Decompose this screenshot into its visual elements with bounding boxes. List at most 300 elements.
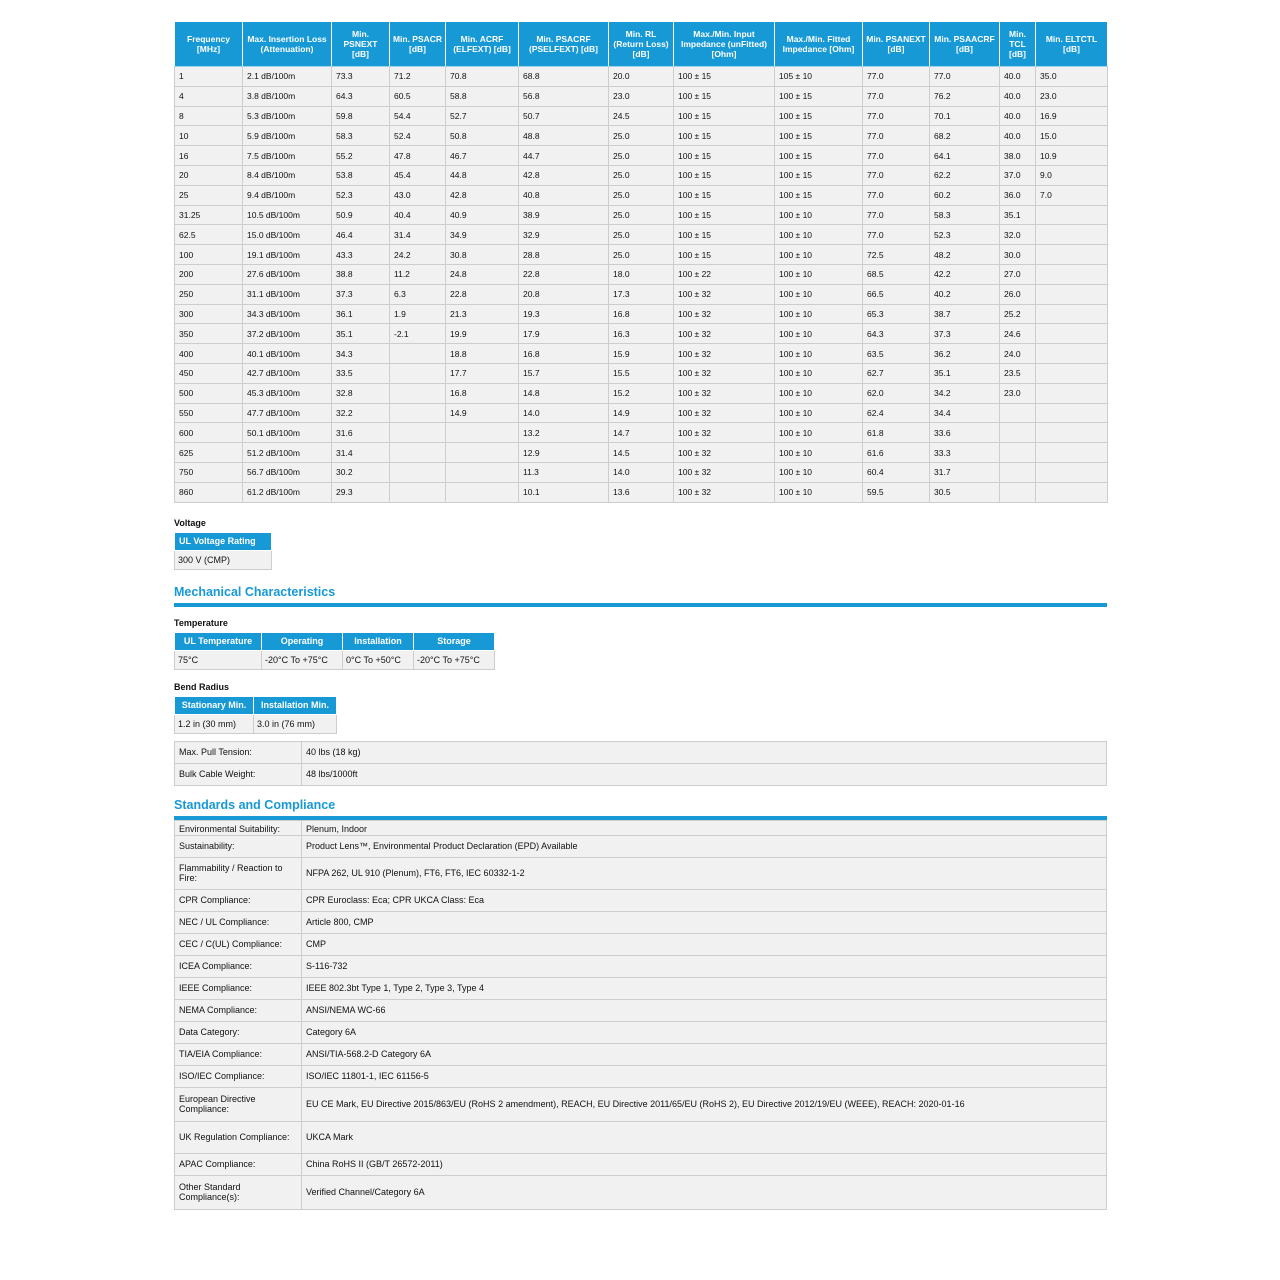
table-cell: 16.8 — [609, 304, 674, 324]
table-cell: 33.5 — [332, 363, 390, 383]
table-cell: 77.0 — [863, 185, 930, 205]
table-cell: 100 ± 32 — [674, 363, 775, 383]
standards-value: Verified Channel/Category 6A — [302, 1175, 1107, 1209]
table-cell: 100 ± 10 — [775, 403, 863, 423]
electrical-col-header: Min. PSAACRF [dB] — [930, 22, 1000, 67]
standards-label: UK Regulation Compliance: — [175, 1121, 302, 1153]
table-cell: 100 — [175, 245, 243, 265]
table-cell: 77.0 — [863, 106, 930, 126]
table-cell: 77.0 — [863, 165, 930, 185]
table-cell: 100 ± 15 — [674, 126, 775, 146]
table-row — [175, 264, 1108, 284]
table-cell: 23.0 — [1000, 383, 1036, 403]
table-cell: 42.8 — [446, 185, 519, 205]
table-cell: 250 — [175, 284, 243, 304]
table-cell: 100 ± 22 — [674, 264, 775, 284]
standards-row — [175, 1065, 1107, 1087]
table-cell: 52.3 — [930, 225, 1000, 245]
table-cell: 55.2 — [332, 146, 390, 166]
table-cell: 63.5 — [863, 344, 930, 364]
table-cell: 12.9 — [519, 443, 609, 463]
standards-value: NFPA 262, UL 910 (Plenum), FT6, FT6, IEC 60332-1-2 — [302, 857, 1107, 889]
table-cell: 77.0 — [863, 205, 930, 225]
table-cell: 5.3 dB/100m — [243, 106, 332, 126]
electrical-col-header: Max./Min. Fitted Impedance [Ohm] — [775, 22, 863, 67]
table-cell — [1036, 383, 1108, 403]
table-row — [175, 383, 1108, 403]
table-cell: 100 ± 10 — [775, 205, 863, 225]
table-cell: 72.5 — [863, 245, 930, 265]
table-row — [175, 324, 1108, 344]
table-cell: 40.0 — [1000, 106, 1036, 126]
table-cell: 35.1 — [930, 363, 1000, 383]
table-cell: 66.5 — [863, 284, 930, 304]
table-cell — [390, 383, 446, 403]
table-cell: 42.8 — [519, 165, 609, 185]
table-cell: 44.8 — [446, 165, 519, 185]
electrical-col-header: Frequency [MHz] — [175, 22, 243, 67]
standards-table — [174, 820, 1107, 1210]
electrical-table-header — [175, 22, 1108, 67]
table-cell: 16.3 — [609, 324, 674, 344]
table-cell: 6.3 — [390, 284, 446, 304]
table-row — [175, 185, 1108, 205]
table-cell: 37.2 dB/100m — [243, 324, 332, 344]
table-cell: 23.0 — [1036, 86, 1108, 106]
table-cell: 60.2 — [930, 185, 1000, 205]
table-cell: 65.3 — [863, 304, 930, 324]
table-cell: 19.9 — [446, 324, 519, 344]
standards-row — [175, 977, 1107, 999]
table-cell: 14.9 — [609, 403, 674, 423]
table-cell: 64.1 — [930, 146, 1000, 166]
standards-value: ANSI/TIA-568.2-D Category 6A — [302, 1043, 1107, 1065]
table-cell: 31.6 — [332, 423, 390, 443]
table-cell: 35.1 — [1000, 205, 1036, 225]
table-cell: 9.0 — [1036, 165, 1108, 185]
table-cell: 33.6 — [930, 423, 1000, 443]
table-cell: 58.3 — [332, 126, 390, 146]
standards-row — [175, 1175, 1107, 1209]
table-row — [175, 245, 1108, 265]
table-cell: 17.3 — [609, 284, 674, 304]
table-cell: 16.9 — [1036, 106, 1108, 126]
table-cell: 23.0 — [609, 86, 674, 106]
table-cell: 30.5 — [930, 482, 1000, 502]
table-cell: 40.1 dB/100m — [243, 344, 332, 364]
standards-label: NEMA Compliance: — [175, 999, 302, 1021]
table-cell: 64.3 — [332, 86, 390, 106]
table-cell: 60.5 — [390, 86, 446, 106]
table-cell: 27.0 — [1000, 264, 1036, 284]
table-cell: 100 ± 10 — [775, 284, 863, 304]
table-cell: 100 ± 32 — [674, 304, 775, 324]
table-cell: 100 ± 15 — [674, 86, 775, 106]
table-cell: 37.3 — [930, 324, 1000, 344]
table-cell: 105 ± 10 — [775, 67, 863, 87]
bend-header-installation: Installation Min. — [254, 696, 337, 714]
table-cell: 25.0 — [609, 205, 674, 225]
table-cell: 52.7 — [446, 106, 519, 126]
standards-value: S-116-732 — [302, 955, 1107, 977]
table-cell: 47.8 — [390, 146, 446, 166]
table-cell: 7.5 dB/100m — [243, 146, 332, 166]
table-cell: 40.0 — [1000, 67, 1036, 87]
table-cell: 34.3 dB/100m — [243, 304, 332, 324]
standards-label: ICEA Compliance: — [175, 955, 302, 977]
table-cell: 7.0 — [1036, 185, 1108, 205]
table-cell: 62.2 — [930, 165, 1000, 185]
table-cell: 77.0 — [863, 126, 930, 146]
table-cell: 18.8 — [446, 344, 519, 364]
table-cell: 9.4 dB/100m — [243, 185, 332, 205]
table-row — [175, 304, 1108, 324]
table-cell: 62.7 — [863, 363, 930, 383]
table-cell: 13.2 — [519, 423, 609, 443]
table-cell: 500 — [175, 383, 243, 403]
table-cell: 100 ± 32 — [674, 403, 775, 423]
table-row — [175, 205, 1108, 225]
table-cell: 100 ± 15 — [775, 165, 863, 185]
table-cell: 100 ± 15 — [674, 225, 775, 245]
table-cell: 33.3 — [930, 443, 1000, 463]
mechanical-properties-table — [174, 741, 1107, 786]
table-cell: 31.4 — [332, 443, 390, 463]
table-cell: 15.0 — [1036, 126, 1108, 146]
table-cell: 61.2 dB/100m — [243, 482, 332, 502]
temp-value-installation: 0°C To +50°C — [343, 650, 414, 669]
table-cell: 37.0 — [1000, 165, 1036, 185]
table-cell: 10.1 — [519, 482, 609, 502]
voltage-title: Voltage — [174, 517, 206, 528]
standards-label: Data Category: — [175, 1021, 302, 1043]
table-cell: 15.0 dB/100m — [243, 225, 332, 245]
table-cell: 38.8 — [332, 264, 390, 284]
table-cell — [390, 344, 446, 364]
table-cell: 32.0 — [1000, 225, 1036, 245]
table-cell: 100 ± 32 — [674, 462, 775, 482]
table-cell: 100 ± 15 — [775, 185, 863, 205]
table-cell: 100 ± 15 — [674, 146, 775, 166]
table-cell: 52.4 — [390, 126, 446, 146]
table-cell: 40.0 — [1000, 86, 1036, 106]
table-cell — [1000, 443, 1036, 463]
table-cell: 16.8 — [519, 344, 609, 364]
bend-radius-title: Bend Radius — [174, 681, 230, 692]
table-cell — [446, 423, 519, 443]
table-cell: 58.8 — [446, 86, 519, 106]
standards-value: China RoHS II (GB/T 26572-2011) — [302, 1153, 1107, 1175]
table-cell: 53.8 — [332, 165, 390, 185]
table-cell: 28.8 — [519, 245, 609, 265]
table-cell: 24.8 — [446, 264, 519, 284]
table-cell: 100 ± 10 — [775, 423, 863, 443]
electrical-col-header: Min. TCL [dB] — [1000, 22, 1036, 67]
table-cell — [1036, 245, 1108, 265]
table-cell: 25.2 — [1000, 304, 1036, 324]
table-cell — [1036, 423, 1108, 443]
table-cell: 50.7 — [519, 106, 609, 126]
table-cell: 18.0 — [609, 264, 674, 284]
table-cell: 100 ± 32 — [674, 344, 775, 364]
table-cell — [1036, 462, 1108, 482]
table-cell: 36.2 — [930, 344, 1000, 364]
table-cell: 4 — [175, 86, 243, 106]
electrical-col-header: Min. RL (Return Loss) [dB] — [609, 22, 674, 67]
table-cell — [390, 423, 446, 443]
standards-row — [175, 955, 1107, 977]
temp-header-storage: Storage — [414, 632, 495, 650]
table-cell — [1036, 403, 1108, 423]
table-cell: 45.4 — [390, 165, 446, 185]
table-cell: 50.8 — [446, 126, 519, 146]
table-cell: 24.2 — [390, 245, 446, 265]
table-cell: 15.5 — [609, 363, 674, 383]
table-cell: 30.2 — [332, 462, 390, 482]
table-cell: 750 — [175, 462, 243, 482]
standards-label: IEEE Compliance: — [175, 977, 302, 999]
table-cell: 11.2 — [390, 264, 446, 284]
standards-value: EU CE Mark, EU Directive 2015/863/EU (RoHS 2 amendment), REACH, EU Directive 2011/65/EU (RoHS 2), EU Directive 2012/19/EU (WEEE), REACH: 2020-01-16 — [302, 1087, 1107, 1121]
table-cell — [1036, 264, 1108, 284]
table-cell: 52.3 — [332, 185, 390, 205]
table-cell: 31.7 — [930, 462, 1000, 482]
table-cell: 31.25 — [175, 205, 243, 225]
electrical-col-header: Min. PSACR [dB] — [390, 22, 446, 67]
table-cell — [390, 363, 446, 383]
standards-label: CEC / C(UL) Compliance: — [175, 933, 302, 955]
table-cell: 73.3 — [332, 67, 390, 87]
table-row — [175, 165, 1108, 185]
table-cell: 51.2 dB/100m — [243, 443, 332, 463]
table-cell: 44.7 — [519, 146, 609, 166]
table-cell: 50.9 — [332, 205, 390, 225]
standards-label: Environmental Suitability: — [175, 820, 302, 835]
table-cell: 59.5 — [863, 482, 930, 502]
bend-value-installation: 3.0 in (76 mm) — [254, 714, 337, 733]
table-cell: 100 ± 10 — [775, 363, 863, 383]
temperature-title: Temperature — [174, 617, 228, 628]
electrical-table — [174, 21, 1108, 503]
table-cell: 450 — [175, 363, 243, 383]
table-row — [175, 363, 1108, 383]
table-cell — [390, 462, 446, 482]
standards-row — [175, 889, 1107, 911]
table-cell — [390, 403, 446, 423]
table-cell: 100 ± 15 — [674, 106, 775, 126]
standards-row — [175, 1121, 1107, 1153]
table-cell: 5.9 dB/100m — [243, 126, 332, 146]
standards-row — [175, 1153, 1107, 1175]
table-cell — [1000, 403, 1036, 423]
table-cell: 400 — [175, 344, 243, 364]
table-cell: 23.5 — [1000, 363, 1036, 383]
table-cell: 46.4 — [332, 225, 390, 245]
table-cell: 40.9 — [446, 205, 519, 225]
table-cell: 1.9 — [390, 304, 446, 324]
table-cell: 34.4 — [930, 403, 1000, 423]
table-cell — [1000, 423, 1036, 443]
standards-row — [175, 857, 1107, 889]
table-cell: 32.8 — [332, 383, 390, 403]
table-cell: 25.0 — [609, 165, 674, 185]
table-cell: 1 — [175, 67, 243, 87]
table-cell: 100 ± 32 — [674, 443, 775, 463]
table-cell — [446, 462, 519, 482]
table-cell: 62.4 — [863, 403, 930, 423]
table-cell: 36.0 — [1000, 185, 1036, 205]
table-cell: 10.9 — [1036, 146, 1108, 166]
table-cell — [390, 482, 446, 502]
table-cell: 14.7 — [609, 423, 674, 443]
table-cell: 100 ± 10 — [775, 264, 863, 284]
standards-value: Plenum, Indoor — [302, 820, 1107, 835]
table-row — [175, 106, 1108, 126]
table-cell: 350 — [175, 324, 243, 344]
table-cell: 35.0 — [1036, 67, 1108, 87]
table-cell: 47.7 dB/100m — [243, 403, 332, 423]
table-cell: 40.4 — [390, 205, 446, 225]
table-row — [175, 462, 1108, 482]
electrical-col-header: Max. Insertion Loss (Attenuation) — [243, 22, 332, 67]
table-cell: 25.0 — [609, 225, 674, 245]
table-cell: 100 ± 10 — [775, 324, 863, 344]
standards-label: TIA/EIA Compliance: — [175, 1043, 302, 1065]
table-row — [175, 482, 1108, 502]
standards-row — [175, 820, 1107, 835]
table-cell: 24.6 — [1000, 324, 1036, 344]
table-cell: 77.0 — [863, 67, 930, 87]
table-cell: 600 — [175, 423, 243, 443]
table-cell: 42.7 dB/100m — [243, 363, 332, 383]
table-cell: 15.7 — [519, 363, 609, 383]
table-cell — [1036, 324, 1108, 344]
table-cell: 35.1 — [332, 324, 390, 344]
standards-value: CPR Euroclass: Eca; CPR UKCA Class: Eca — [302, 889, 1107, 911]
table-cell: 16 — [175, 146, 243, 166]
table-cell: 34.3 — [332, 344, 390, 364]
table-row — [175, 423, 1108, 443]
temp-header-operating: Operating — [262, 632, 343, 650]
table-cell: 100 ± 10 — [775, 245, 863, 265]
table-cell: 14.5 — [609, 443, 674, 463]
standards-row — [175, 835, 1107, 857]
table-cell: 45.3 dB/100m — [243, 383, 332, 403]
table-cell: 77.0 — [863, 225, 930, 245]
table-cell: 38.9 — [519, 205, 609, 225]
table-cell: 100 ± 32 — [674, 423, 775, 443]
standards-label: ISO/IEC Compliance: — [175, 1065, 302, 1087]
table-cell — [446, 443, 519, 463]
table-cell: 15.9 — [609, 344, 674, 364]
table-row — [175, 86, 1108, 106]
electrical-col-header: Min. PSACRF (PSELFEXT) [dB] — [519, 22, 609, 67]
table-cell: 10 — [175, 126, 243, 146]
table-cell: 32.9 — [519, 225, 609, 245]
table-cell: 54.4 — [390, 106, 446, 126]
table-cell: 48.2 — [930, 245, 1000, 265]
table-cell: 36.1 — [332, 304, 390, 324]
table-cell: 43.0 — [390, 185, 446, 205]
table-cell: 26.0 — [1000, 284, 1036, 304]
standards-value: Article 800, CMP — [302, 911, 1107, 933]
standards-value: UKCA Mark — [302, 1121, 1107, 1153]
table-cell: 58.3 — [930, 205, 1000, 225]
table-cell: 50.1 dB/100m — [243, 423, 332, 443]
table-cell: 625 — [175, 443, 243, 463]
table-row — [175, 146, 1108, 166]
table-cell: 8.4 dB/100m — [243, 165, 332, 185]
standards-row — [175, 999, 1107, 1021]
electrical-col-header: Min. ACRF (ELFEXT) [dB] — [446, 22, 519, 67]
table-cell — [1036, 225, 1108, 245]
table-cell: 68.8 — [519, 67, 609, 87]
table-cell: 14.0 — [519, 403, 609, 423]
table-cell: 100 ± 10 — [775, 482, 863, 502]
table-cell: 64.3 — [863, 324, 930, 344]
table-cell: 20.8 — [519, 284, 609, 304]
standards-row — [175, 911, 1107, 933]
standards-value: CMP — [302, 933, 1107, 955]
table-cell — [1036, 304, 1108, 324]
table-cell: 860 — [175, 482, 243, 502]
temperature-table — [174, 632, 495, 670]
table-cell: 27.6 dB/100m — [243, 264, 332, 284]
table-cell: 70.1 — [930, 106, 1000, 126]
table-cell: 20.0 — [609, 67, 674, 87]
standards-row — [175, 1043, 1107, 1065]
table-cell — [1036, 363, 1108, 383]
table-cell: 17.9 — [519, 324, 609, 344]
voltage-header: UL Voltage Rating — [175, 532, 272, 550]
table-cell: 30.8 — [446, 245, 519, 265]
table-cell: 100 ± 15 — [775, 126, 863, 146]
table-cell: 15.2 — [609, 383, 674, 403]
table-row — [175, 67, 1108, 87]
table-cell: 100 ± 32 — [674, 284, 775, 304]
table-cell: 40.8 — [519, 185, 609, 205]
temp-value-operating: -20°C To +75°C — [262, 650, 343, 669]
table-cell: 100 ± 15 — [674, 205, 775, 225]
table-cell: 100 ± 15 — [674, 67, 775, 87]
table-cell: 25.0 — [609, 146, 674, 166]
table-cell: 40.0 — [1000, 126, 1036, 146]
table-cell — [1036, 482, 1108, 502]
table-cell: 37.3 — [332, 284, 390, 304]
table-cell: 30.0 — [1000, 245, 1036, 265]
standards-value: ISO/IEC 11801-1, IEC 61156-5 — [302, 1065, 1107, 1087]
table-cell: 42.2 — [930, 264, 1000, 284]
standards-label: European Directive Compliance: — [175, 1087, 302, 1121]
standards-value: Category 6A — [302, 1021, 1107, 1043]
table-cell: 29.3 — [332, 482, 390, 502]
electrical-col-header: Max./Min. Input Impedance (unFitted) [Ohm] — [674, 22, 775, 67]
standards-label: Sustainability: — [175, 835, 302, 857]
table-row — [175, 284, 1108, 304]
table-cell: 100 ± 10 — [775, 383, 863, 403]
table-cell: 17.7 — [446, 363, 519, 383]
table-cell — [1000, 462, 1036, 482]
table-cell: 100 ± 10 — [775, 344, 863, 364]
table-row — [175, 126, 1108, 146]
table-cell: 59.8 — [332, 106, 390, 126]
standards-value: IEEE 802.3bt Type 1, Type 2, Type 3, Type 4 — [302, 977, 1107, 999]
table-cell: 14.9 — [446, 403, 519, 423]
table-cell: 71.2 — [390, 67, 446, 87]
bend-header-stationary: Stationary Min. — [175, 696, 254, 714]
table-cell: 25.0 — [609, 126, 674, 146]
table-cell: 56.8 — [519, 86, 609, 106]
